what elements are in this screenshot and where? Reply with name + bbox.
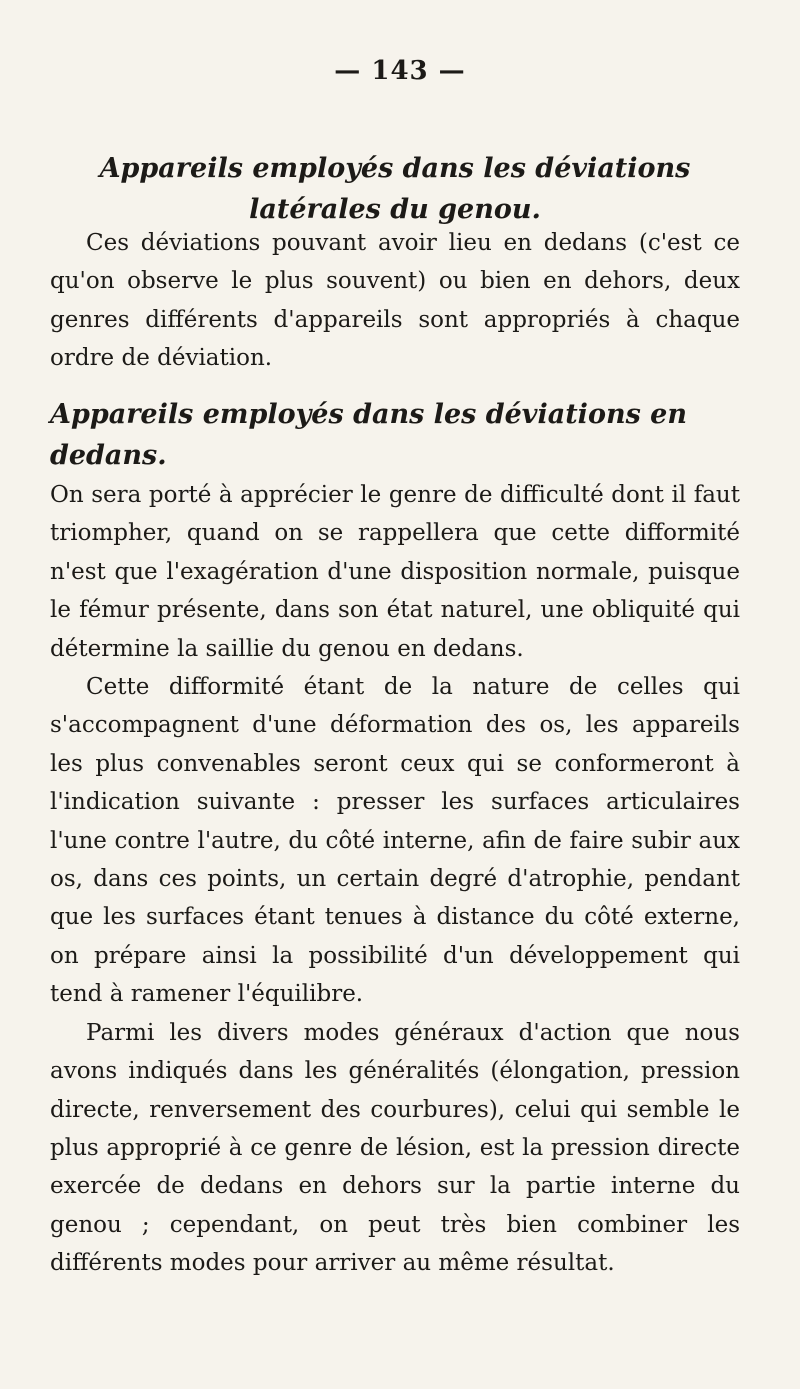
paragraph-deformity: Cette difformité étant de la nature de celles qui s'accompagnent d'une déformation des os, les appareils les plus convenables seront ceux qui se conformeront à l'indication suivante : presser les surfaces articulaires l'une contre l'autre, du côté interne, afin de faire subir aux os, dans ces points, un certain degré d'atrophie, pendant que les surfaces étant tenues à distance du côté externe, on prépare ainsi la possibilité d'un développement qui tend à ramener l'équilibre.	[50, 674, 740, 1008]
page-number: — 143 —	[334, 56, 466, 86]
subsection-heading: Appareils employés dans les déviations en dedans.	[50, 399, 687, 471]
paragraph-intro: Ces déviations pouvant avoir lieu en dedans (c'est ce qu'on observe le plus souvent) ou bien en dehors, deux genres différents d'appareils sont appropriés à chaque ordre de déviation.	[50, 230, 740, 372]
inward-deviation-section	[50, 394, 740, 1283]
intro-block	[50, 224, 740, 378]
section-title: Appareils employés dans les déviations latérales du genou.	[99, 153, 691, 225]
paragraph-methods: Parmi les divers modes généraux d'action que nous avons indiqués dans les généralités (élongation, pression directe, renversement des courbures), celui qui semble le plus approprié à ce genre de lésion, est la pression directe exercée de dedans en dehors sur la partie interne du genou ; cependant, on peut très bien combiner les différents modes pour arriver au même résultat.	[50, 1019, 740, 1277]
paragraph-difficulty: On sera porté à apprécier le genre de difficulté dont il faut triompher, quand on se rappellera que cette difformité n'est que l'exagération d'une disposition normale, puisque le fémur présente, dans son état naturel, une obliquité qui détermine la saillie du genou en dedans.	[50, 482, 740, 662]
